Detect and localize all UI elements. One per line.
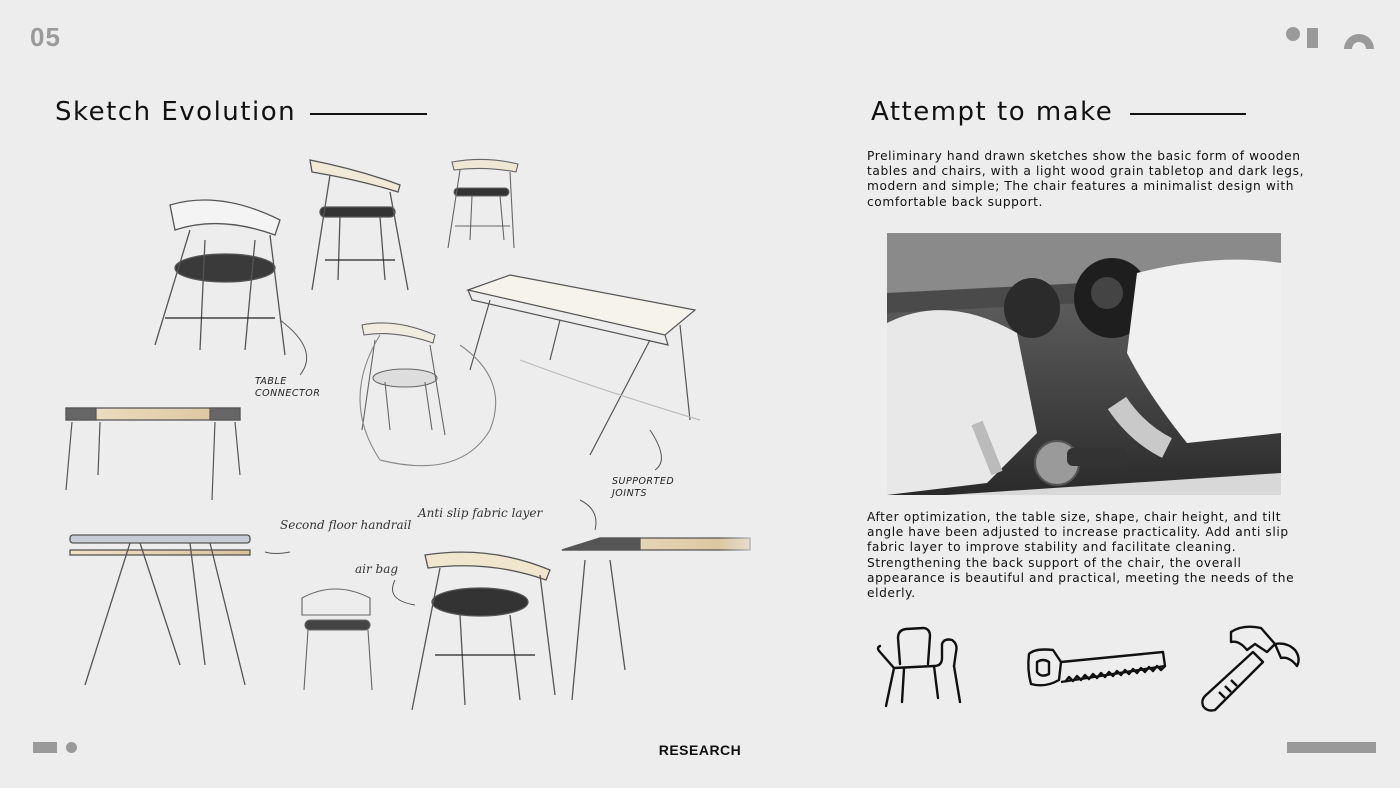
table-sketch-1 <box>468 275 700 455</box>
hammer-icon <box>1195 622 1305 717</box>
chair-icon <box>872 622 964 712</box>
page-number: 05 <box>30 22 61 52</box>
paragraph-preliminary: Preliminary hand drawn sketches show the basic form of wooden tables and chairs, with a light wood grain tabletop and dark legs, modern and simple; The chair features a minimalist design with comfortable back support. <box>867 149 1305 209</box>
annotation-second-floor: Second floor handrail <box>280 518 412 532</box>
chair-sketch-4 <box>360 323 496 466</box>
paragraph-optimization: After optimization, the table size, shape, chair height, and tilt angle have been adjusted to increase practicality. Add anti slip fabric layer to improve stability and facilitate cleaning. Strengthening the back support of the chair, the overall appearance is beautiful and practical, meeting the needs of the elderly. <box>867 510 1295 601</box>
chair-sketch-1 <box>155 200 285 355</box>
footer-bar-right <box>1287 742 1376 753</box>
annotation-table-connector: TABLE CONNECTOR <box>255 376 321 399</box>
footer-label: RESEARCH <box>658 742 742 758</box>
annotation-supported-joints: SUPPORTED JOINTS <box>612 476 675 499</box>
workshop-photo <box>887 233 1281 495</box>
table-sketch-2 <box>70 535 250 685</box>
decorative-corner-mark <box>1282 22 1378 52</box>
chair-sketch-2 <box>310 160 408 290</box>
attempt-title: Attempt to make <box>871 97 1114 127</box>
title-rule <box>310 113 427 115</box>
title-rule-right <box>1130 113 1246 115</box>
annotation-air-bag: air bag <box>355 562 399 576</box>
saw-icon <box>1025 640 1170 695</box>
bench-sketch <box>66 408 240 500</box>
chair-sketch-5 <box>302 589 372 690</box>
chair-sketch-6 <box>412 552 555 710</box>
sketch-evolution-title: Sketch Evolution <box>55 97 297 127</box>
chair-sketch-3 <box>448 159 518 248</box>
annotation-anti-slip: Anti slip fabric layer <box>418 506 543 520</box>
sketch-collage <box>40 150 770 730</box>
